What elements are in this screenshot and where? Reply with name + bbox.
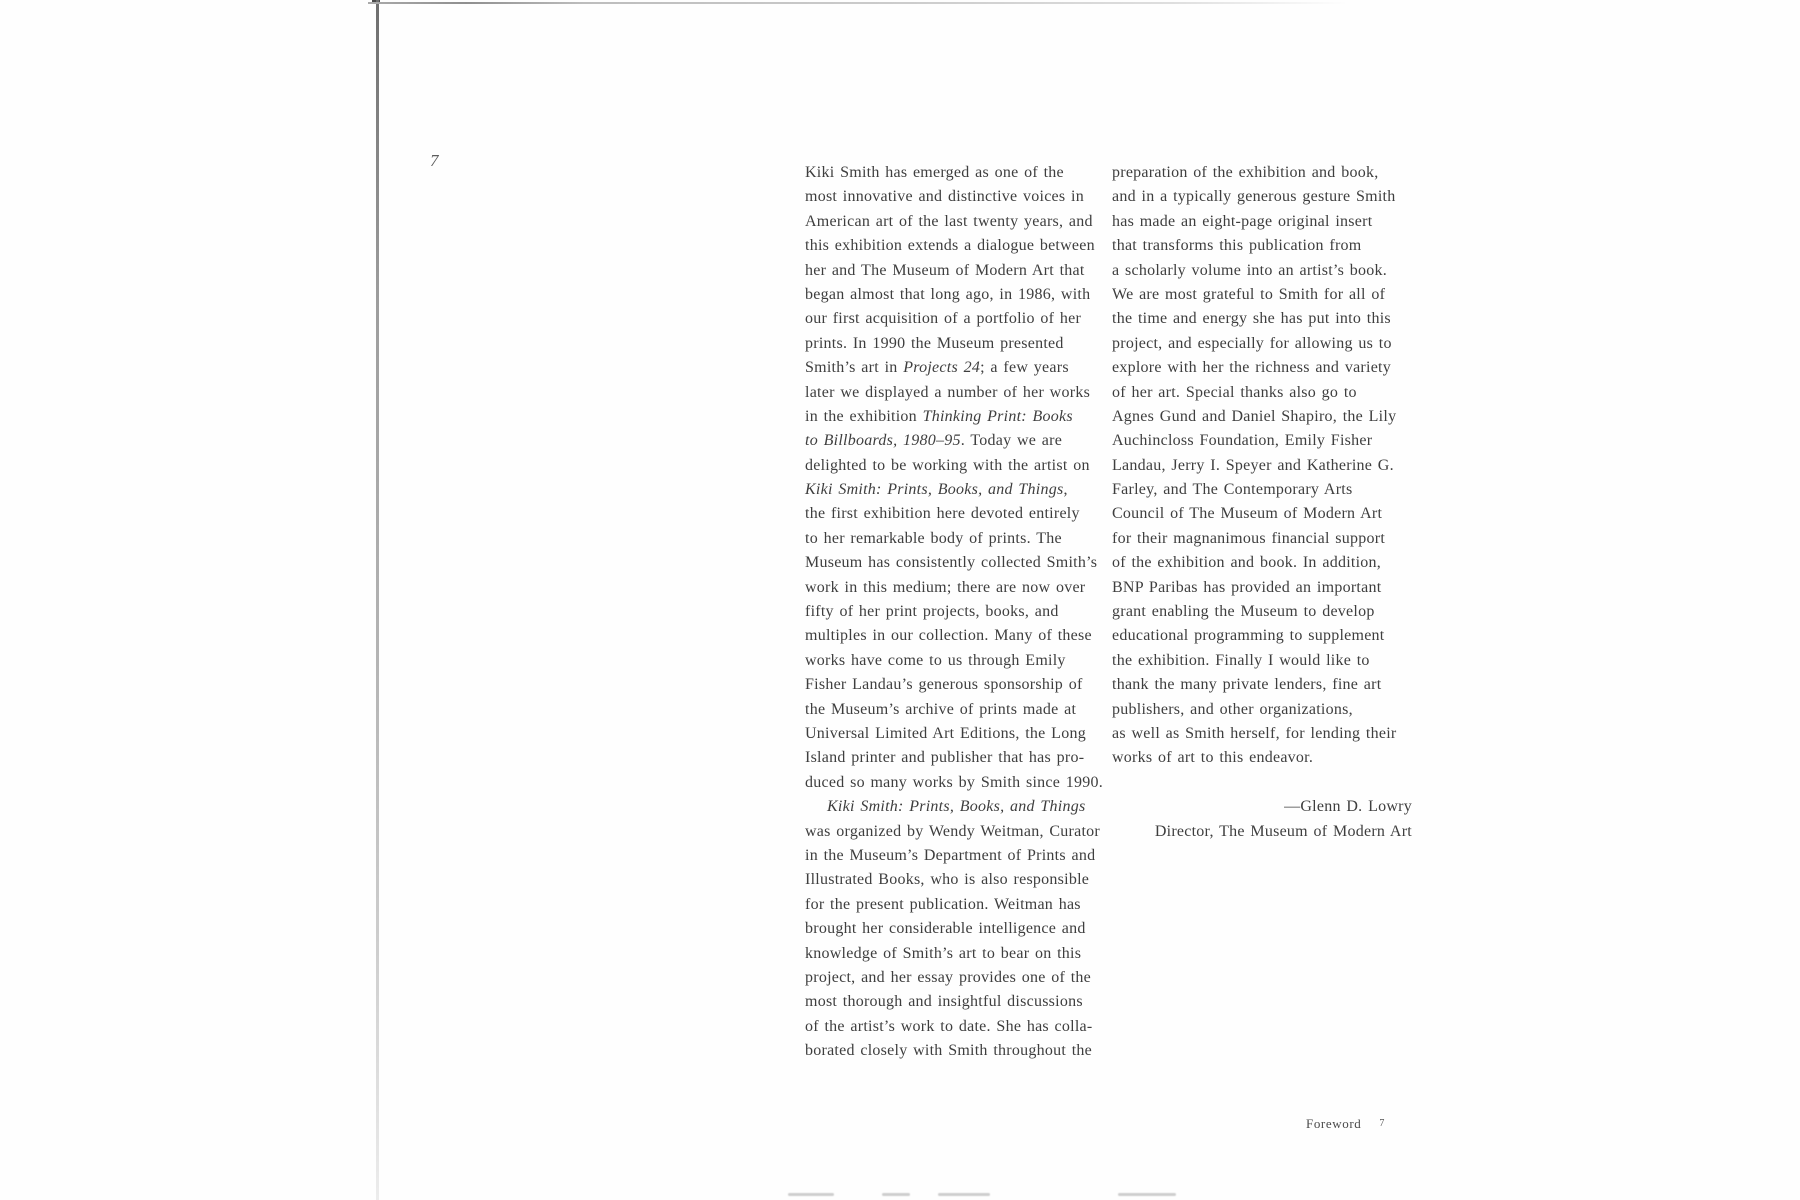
scan-showthrough-artifact: [882, 1193, 910, 1196]
text-line: [1112, 527, 1412, 551]
text-line: [805, 185, 1105, 209]
body-text: . Today we are: [960, 432, 1063, 450]
italic-title-text: Projects 24: [903, 359, 981, 377]
body-text: of the artist’s work to date. She has colla-: [805, 1017, 1093, 1035]
body-text: for the present publication. Weitman has: [805, 895, 1081, 913]
text-line: [1112, 429, 1412, 453]
body-text: Universal Limited Art Editions, the Long: [805, 724, 1086, 742]
running-footer-page-number: 7: [1379, 1118, 1385, 1129]
scan-showthrough-artifact: [788, 1193, 834, 1196]
text-line: [1112, 771, 1412, 795]
italic-title-text: Kiki Smith: Prints, Books, and Things: [805, 481, 1064, 499]
text-line: [1112, 478, 1412, 502]
body-text: Fisher Landau’s generous sponsorship of: [805, 676, 1083, 694]
text-line: [805, 624, 1105, 648]
body-text: knowledge of Smith’s art to bear on this: [805, 944, 1082, 962]
text-line: [805, 746, 1105, 770]
body-text: preparation of the exhibition and book,: [1112, 164, 1379, 181]
text-line: [805, 478, 1105, 502]
running-footer-label: Foreword: [1306, 1116, 1362, 1131]
signature-title-line: [1112, 820, 1412, 844]
body-text: project, and especially for allowing us to: [1112, 334, 1392, 352]
italic-title-text: Thinking Print: Books: [922, 407, 1073, 425]
text-line: [805, 917, 1105, 941]
text-line: [805, 649, 1105, 673]
body-text: later we displayed a number of her works: [805, 383, 1091, 401]
text-line: [1112, 283, 1412, 307]
body-text: the first exhibition here devoted entirely: [805, 505, 1080, 523]
body-text: was organized by Wendy Weitman, Curator: [805, 822, 1100, 840]
body-text: as well as Smith herself, for lending their: [1112, 724, 1397, 742]
body-text: Agnes Gund and Daniel Shapiro, the Lily: [1112, 407, 1397, 425]
body-text: educational programming to supplement: [1112, 627, 1385, 645]
text-line: [805, 405, 1105, 429]
body-text: multiples in our collection. Many of these: [805, 627, 1092, 645]
text-line: [1112, 405, 1412, 429]
text-line: [805, 844, 1105, 868]
body-text: Museum has consistently collected Smith’s: [805, 554, 1098, 572]
text-line: [805, 966, 1105, 990]
text-line: [805, 454, 1105, 478]
body-text: her and The Museum of Modern Art that: [805, 261, 1085, 279]
body-text: Smith’s art in: [805, 359, 904, 377]
text-line: [1112, 551, 1412, 575]
text-line: [805, 161, 1105, 185]
body-text: brought her considerable intelligence and: [805, 920, 1086, 938]
body-text: thank the many private lenders, fine art: [1112, 676, 1382, 694]
body-text: this exhibition extends a dialogue between: [805, 237, 1095, 255]
body-text: that transforms this publication from: [1112, 237, 1362, 255]
text-line: [805, 600, 1105, 624]
text-line: [1112, 454, 1412, 478]
text-line: [805, 795, 1105, 819]
text-line: [805, 868, 1105, 892]
body-text: has made an eight-page original insert: [1112, 212, 1373, 230]
body-text: Farley, and The Contemporary Arts: [1112, 481, 1353, 499]
text-line: [805, 673, 1105, 697]
body-text: prints. In 1990 the Museum presented: [805, 334, 1064, 352]
body-text: in the Museum’s Department of Prints and: [805, 846, 1096, 864]
body-text: delighted to be working with the artist on: [805, 456, 1090, 474]
text-line: [1112, 600, 1412, 624]
text-line: [805, 259, 1105, 283]
text-line: [1112, 649, 1412, 673]
text-line: [1112, 502, 1412, 526]
body-text: most innovative and distinctive voices in: [805, 188, 1084, 206]
body-text: Council of The Museum of Modern Art: [1112, 505, 1383, 523]
body-text: ; a few years: [980, 359, 1069, 377]
body-text: We are most grateful to Smith for all of: [1112, 285, 1386, 303]
text-line: [805, 820, 1105, 844]
text-line: [805, 942, 1105, 966]
text-line: [805, 1039, 1105, 1063]
body-text: began almost that long ago, in 1986, with: [805, 285, 1091, 303]
text-line: [1112, 332, 1412, 356]
body-text: —Glenn D. Lowry: [1284, 798, 1412, 816]
italic-title-text: Kiki Smith: Prints, Books, and Things: [827, 798, 1086, 816]
text-line: [1112, 722, 1412, 746]
body-text: American art of the last twenty years, and: [805, 212, 1093, 230]
text-line: [1112, 210, 1412, 234]
text-line: [805, 576, 1105, 600]
body-text: Kiki Smith has emerged as one of the: [805, 164, 1064, 181]
text-line: [1112, 698, 1412, 722]
text-line: [1112, 259, 1412, 283]
text-line: [805, 429, 1105, 453]
text-line: [805, 551, 1105, 575]
body-text: publishers, and other organizations,: [1112, 700, 1353, 718]
italic-title-text: to Billboards, 1980–95: [805, 432, 961, 450]
foreword-left-column: [805, 161, 1105, 1063]
body-text: of her art. Special thanks also go to: [1112, 383, 1357, 401]
text-line: [1112, 624, 1412, 648]
text-line: [805, 210, 1105, 234]
body-text: Island printer and publisher that has pro-: [805, 749, 1085, 767]
body-text: in the exhibition: [805, 407, 923, 425]
body-text: duced so many works by Smith since 1990.: [805, 773, 1103, 791]
body-text: Director, The Museum of Modern Art: [1154, 822, 1412, 840]
text-line: [805, 893, 1105, 917]
body-text: our first acquisition of a portfolio of her: [805, 310, 1082, 328]
text-line: [805, 356, 1105, 380]
text-line: [805, 771, 1105, 795]
text-line: [805, 1015, 1105, 1039]
text-line: [1112, 161, 1412, 185]
text-line: [805, 722, 1105, 746]
scan-showthrough-artifact: [1118, 1193, 1176, 1196]
body-text: fifty of her print projects, books, and: [805, 603, 1059, 621]
text-line: [805, 234, 1105, 258]
text-line: [805, 307, 1105, 331]
text-line: [1112, 307, 1412, 331]
body-text: the exhibition. Finally I would like to: [1112, 651, 1370, 669]
body-text: Landau, Jerry I. Speyer and Katherine G.: [1112, 456, 1394, 474]
text-line: [805, 381, 1105, 405]
text-line: [1112, 576, 1412, 600]
text-line: [805, 502, 1105, 526]
foreword-right-column: [1112, 161, 1412, 844]
page-top-edge-line: [368, 2, 1348, 4]
scan-showthrough-artifact: [938, 1193, 990, 1196]
text-line: [805, 990, 1105, 1014]
text-line: [1112, 234, 1412, 258]
body-text: explore with her the richness and variety: [1112, 359, 1392, 377]
body-text: to her remarkable body of prints. The: [805, 529, 1062, 547]
text-line: [1112, 673, 1412, 697]
body-text: most thorough and insightful discussions: [805, 993, 1083, 1011]
text-line: [805, 698, 1105, 722]
body-text: works have come to us through Emily: [805, 651, 1066, 669]
page-number-folio: 7: [430, 151, 439, 170]
text-line: [1112, 185, 1412, 209]
running-footer: [1306, 1116, 1385, 1132]
body-text: project, and her essay provides one of the: [805, 968, 1091, 986]
text-line: [1112, 381, 1412, 405]
body-text: grant enabling the Museum to develop: [1112, 603, 1375, 621]
page-gutter-shadow-line: [376, 0, 379, 1200]
text-line: [805, 283, 1105, 307]
body-text: Auchincloss Foundation, Emily Fisher: [1112, 432, 1373, 450]
text-line: [805, 332, 1105, 356]
body-text: BNP Paribas has provided an important: [1112, 578, 1382, 596]
text-line: [805, 527, 1105, 551]
body-text: of the exhibition and book. In addition,: [1112, 554, 1382, 572]
body-text: the Museum’s archive of prints made at: [805, 700, 1077, 718]
body-text: for their magnanimous financial support: [1112, 529, 1386, 547]
signature-name-line: [1112, 795, 1412, 819]
body-text: works of art to this endeavor.: [1112, 749, 1314, 767]
body-text: a scholarly volume into an artist’s book.: [1112, 261, 1388, 279]
body-text: Illustrated Books, who is also responsible: [805, 871, 1090, 889]
text-line: [1112, 746, 1412, 770]
text-line: [1112, 356, 1412, 380]
body-text: work in this medium; there are now over: [805, 578, 1086, 596]
body-text: borated closely with Smith throughout the: [805, 1042, 1092, 1060]
body-text: the time and energy she has put into this: [1112, 310, 1391, 328]
body-text: and in a typically generous gesture Smith: [1112, 188, 1396, 206]
body-text: ,: [1063, 481, 1068, 499]
